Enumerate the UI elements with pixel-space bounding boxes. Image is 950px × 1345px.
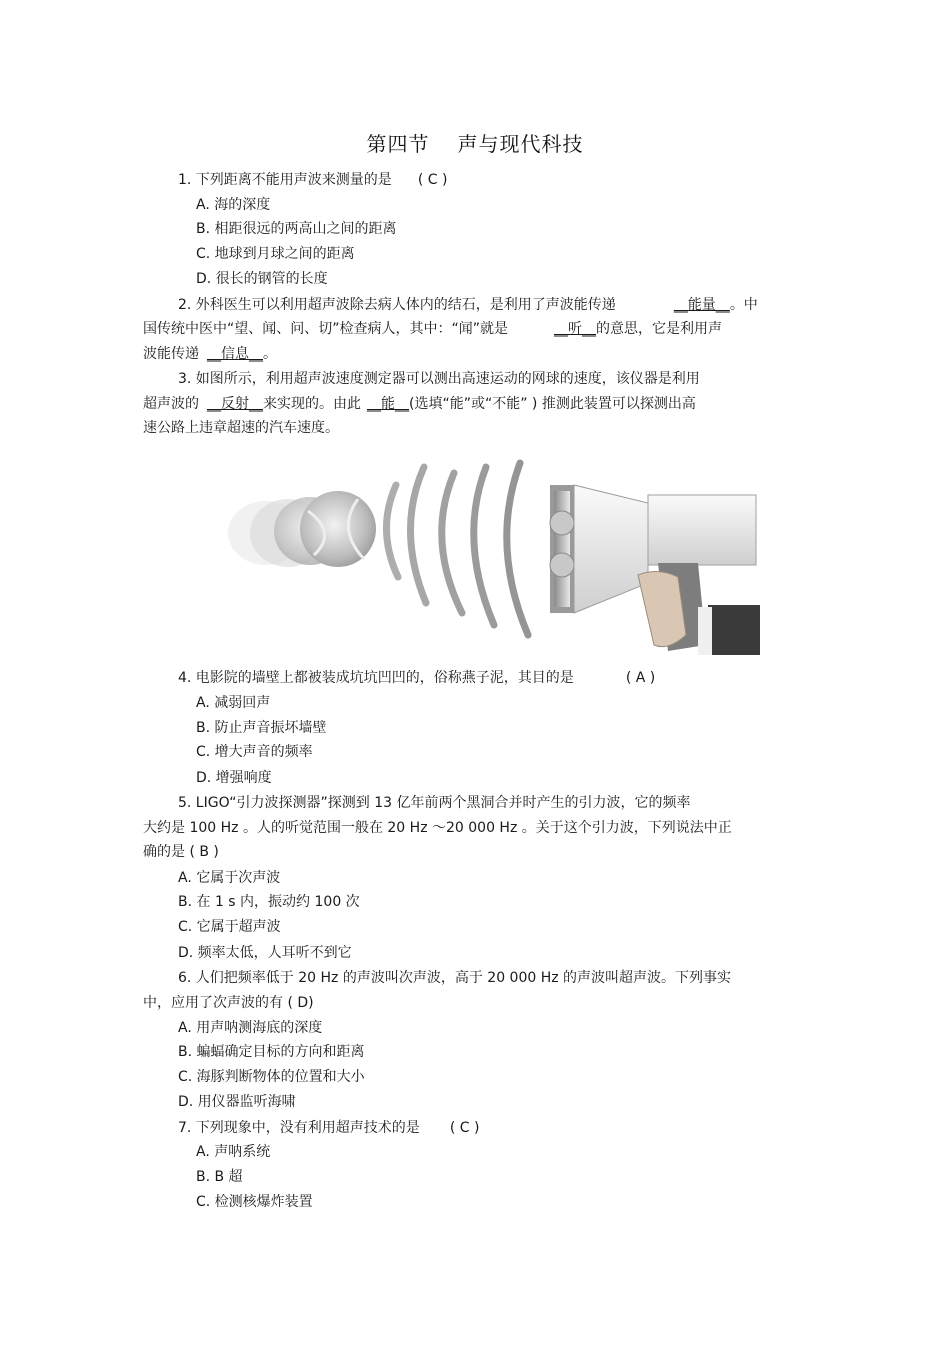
question-1-option-a: A. 海的深度 [196, 197, 271, 213]
question-1-option-b: B. 相距很远的两高山之间的距离 [196, 221, 397, 237]
tennis-ball-icon [228, 491, 376, 567]
question-5-option-c: C. 它属于超声波 [178, 919, 281, 935]
figure-drawing [228, 455, 760, 655]
question-3-line-2: 超声波的 __反射__来实现的。由此 __能__(选填“能”或“不能” ) 推测此装置可以探测出高 [143, 396, 696, 412]
question-6-line-1: 6. 人们把频率低于 20 Hz 的声波叫次声波，高于 20 000 Hz 的声波叫超声波。下列事实 [178, 970, 732, 986]
question-4-option-c: C. 增大声音的频率 [196, 744, 313, 760]
section-number: 第四节 [366, 132, 430, 156]
question-2-blank-3: __信息__ [207, 346, 263, 362]
question-7-stem: 7. 下列现象中，没有利用超声技术的是 ( C ) [178, 1120, 480, 1136]
question-7-option-b: B. B 超 [196, 1169, 243, 1185]
question-6-option-b: B. 蝙蝠确定目标的方向和距离 [178, 1044, 365, 1060]
question-5-option-b: B. 在 1 s 内，振动约 100 次 [178, 894, 360, 910]
question-1-stem: 1. 下列距离不能用声波来测量的是 ( C ) [178, 172, 448, 188]
question-7-answer: ( C ) [449, 1120, 480, 1136]
question-3-blank-1: __反射__ [207, 396, 263, 412]
section-title: 声与现代科技 [457, 132, 584, 156]
question-5-option-a: A. 它属于次声波 [178, 870, 281, 886]
question-4-answer: ( A ) [625, 670, 656, 686]
question-1-answer: ( C ) [417, 172, 448, 188]
question-4-option-b: B. 防止声音振坏墙壁 [196, 720, 327, 736]
question-2-blank-2: __听__ [554, 321, 597, 337]
question-1-option-d: D. 很长的钢管的长度 [196, 271, 328, 287]
question-5-line-1: 5. LIGO“引力波探测器”探测到 13 亿年前两个黑洞合并时产生的引力波，它的频率 [178, 795, 691, 811]
page-title [0, 128, 950, 157]
question-4-stem: 4. 电影院的墙壁上都被装成坑坑凹凹的，俗称燕子泥，其目的是 ( A ) [178, 670, 656, 686]
question-2-blank-1: __能量__ [673, 297, 730, 313]
question-6-option-a: A. 用声呐测海底的深度 [178, 1020, 323, 1036]
question-2-line-2: 国传统中医中“望、闻、问、切”检查病人，其中：“闻”就是 __听__的意思，它是利用声 [143, 321, 723, 337]
question-7-option-a: A. 声呐系统 [196, 1144, 271, 1160]
question-2-line-1: 2. 外科医生可以利用超声波除去病人体内的结石，是利用了声波能传递 __能量__。中 [178, 297, 758, 313]
question-6-option-c: C. 海豚判断物体的位置和大小 [178, 1069, 365, 1085]
question-4-option-a: A. 减弱回声 [196, 695, 271, 711]
question-6-option-d: D. 用仪器监听海啸 [178, 1094, 296, 1110]
speed-gun-icon [550, 485, 760, 655]
question-7-option-c: C. 检测核爆炸装置 [196, 1194, 313, 1210]
question-6-line-2: 中，应用了次声波的有 ( D) [143, 995, 314, 1011]
question-2-line-3: 波能传递 __信息__。 [143, 346, 277, 362]
question-1-option-c: C. 地球到月球之间的距离 [196, 246, 355, 262]
question-5-line-2: 大约是 100 Hz 。人的听觉范围一般在 20 Hz ～20 000 Hz 。关于这个引力波，下列说法中正 [143, 820, 732, 836]
ultrasonic-speed-gun-illustration [228, 455, 760, 655]
question-5-line-3: 确的是 ( B ) [143, 844, 219, 860]
question-3-line-1: 3. 如图所示，利用超声波速度测定器可以测出高速运动的网球的速度，该仪器是利用 [178, 371, 700, 387]
question-3-blank-2: __能__ [367, 396, 409, 412]
question-5-option-d: D. 频率太低，人耳听不到它 [178, 945, 352, 961]
question-4-option-d: D. 增强响度 [196, 770, 272, 786]
ultrasonic-wave-icon [386, 463, 528, 635]
question-3-line-3: 速公路上违章超速的汽车速度。 [143, 420, 339, 436]
